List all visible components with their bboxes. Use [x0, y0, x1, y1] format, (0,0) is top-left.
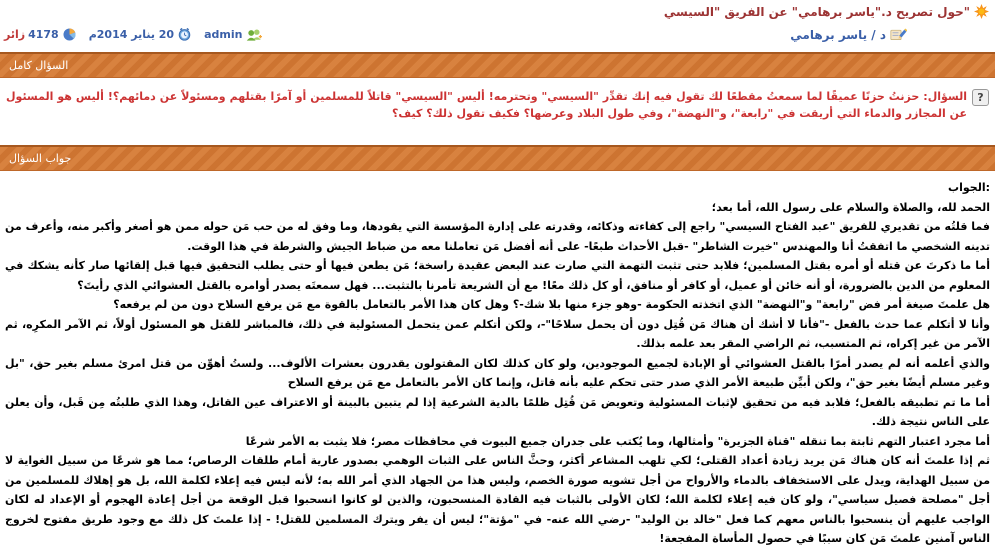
author-link[interactable]: [790, 26, 907, 43]
question-section-bar: السؤال كامل: [0, 52, 995, 78]
author-name: د / ياسر برهامي: [790, 27, 886, 42]
answer-paragraph: هل علمتَ صيغة أمر فض "رابعة" و"النهضة" الذي اتخذته الحكومة -وهو جزء منها بلا شك-؟ وهل كان هذا الأمر بالتعامل بالقوة مع مَن يرفع السلاح دون من لم يرفعه؟: [113, 298, 990, 311]
byline-row: [0, 19, 995, 47]
visitor-counter: [4, 27, 77, 42]
visitors-count: 4178: [28, 28, 59, 41]
clock-icon: [177, 27, 192, 42]
question-text: السؤال: حزنتُ حزنًا عميقًا لما سمعتُ مقطعًا لك تقول فيه إنك تقدِّر "السيسي" وتحترمه! أليس "السيسي" قاتلاً للمسلمين أو آمرًا بقتلهم ومسئولاً عن دمائهم؟! أليس هو المسئول عن المجازر والدماء التي أريقت في "رابعة"، و"النهضة"، وفي طول البلاد وعرضها؟ فكيف تقول ذلك؟ كيف؟: [6, 90, 967, 120]
visitors-label: زائر: [4, 28, 26, 41]
date-value: 20 يناير 2014م: [88, 28, 175, 41]
pencil-icon: [890, 26, 907, 43]
answer-paragraph: :الجواب: [948, 181, 990, 194]
answer-block: [0, 171, 995, 549]
answer-paragraph: الحمد لله، والصلاة والسلام على رسول الله، أما بعد؛: [711, 200, 990, 214]
answer-paragraph: أما ما تم تطبيقه بالفعل؛ فلابد فيه من تحقيق لإثبات المسئولية وتعويض مَن قُتِل ظلمًا بالدية الشرعية إذا لم يتبين بالبينة أو الاعتراف عين القاتل، وهذا الذي طلبتُه مِن قَبل، وأن يعلن على الناس نتيجة ذلك.: [5, 395, 990, 428]
publish-date: [89, 27, 192, 42]
users-icon: [245, 27, 263, 43]
answer-paragraph: والذي أعلمه أنه لم يصدر أمرًا بالقتل العشوائي أو الإبادة لجميع الموجودين، ولو كان كذلك لكان المقتولون يقدرون بعشرات الألوف... ولستُ أهوِّن من قتل امرئ مسلم بغير حق، "بل وغير مسلم أيضًا بغير حق"، ولكن أبيِّن طبيعة الأمر الذي صدر حتى تحكم عليه بأنه قاتل، وإنما كان الأمر بالتعامل مع مَن يرفع السلاح: [5, 356, 990, 389]
pie-chart-icon: [62, 27, 77, 42]
answer-paragraph: وأنا لا أتكلم عما حدث بالفعل -"فأنا لا أشك أن هناك مَن قُتِل دون أن يحمل سلاحًا"-، ولكن أتكلم عمن يتحمل المسئولية في ذلك، فالمباشر للقتل هو المسئول أولاً، ثم الآمر المكرِه، ثم الآمر من غير إكراه، ثم المتسبب، ثم الراضي المقر بعد علمه بذلك.: [5, 317, 990, 350]
answer-paragraph: ثم إذا علمتَ أنه كان هناك مَن يريد زيادة أعداد القتلى؛ لكي تلهب المشاعر أكثر، وحثَّ الناس على الثبات الوهمي بصدور عارية أمام طلقات الرصاص؛ مما هو شرعًا من سبيل الغواية لا من سبيل الهداية، ويدل على الاستخفاف بالدماء والأرواح من أجل تشويه صورة الخصم، وليس هذا من الجهاد الذي أمر الله به؛ لأنه ليس فيه إعلاء لكلمة الله، بل هو إهلاك للمسلمين من أجل "مصلحة فصيل سياسي"، ولو كان فيه إعلاء لكلمة الله؛ لكان الأولى بالثبات فيه القادة المنسحبون، والذين لو كانوا انسحبوا قبل الوقعة من أجل إعادة الهجوم أو الإعداد له لكان الواجب عليهم أن ينسحبوا بالناس معهم كما فعل "خالد بن الوليد" -رضي الله عنه- في "مؤتة"؛ ليس أن يفر ويترك المسلمين للقتل! - إذا علمتَ كل ذلك مع وجود طريق مفتوح لخروج الناس آمنين علمتَ مَن كان سببًا في حصول المأساة المفجعة!: [5, 454, 990, 545]
answer-paragraph: أما مجرد اعتبار التهم ثابتة بما تنقله "قناة الجزيرة" وأمثالها، وما يُكتب على جدران جميع البيوت في محافظات مصر؛ فلا يثبت به الأمر شرعًا: [245, 434, 990, 448]
admin-label: admin: [204, 28, 243, 41]
burst-icon: [974, 4, 989, 19]
article-title-row: [0, 0, 995, 19]
answer-section-bar: جواب السؤال: [0, 145, 995, 171]
question-mark-icon: ?: [972, 89, 989, 106]
article-title: "حول تصريح د."ياسر برهامي" عن الفريق "السيسي: [663, 4, 970, 19]
answer-paragraph: فما قلتُه من تقديري للفريق "عبد الفتاح السيسي" راجع إلى كفاءته وذكائه، وقدرته على إدارة المؤسسة التي يقودها، وما وفق له من حب مَن حوله ممن هو أصغر وأكبر منه، وأعرف من تدينه الشخصي ما اتفقتُ أنا والمهندس "خيرت الشاطر" -قبل الأحداث طبعًا- على أنه أفضل مَن تعاملنا معه من ضباط الجيش والشرطة في هذا الوقت.: [5, 220, 990, 253]
question-block: [0, 78, 995, 140]
answer-paragraph: أما ما ذكرتَ عن قتله أو أمره بقتل المسلمين؛ فلابد حتى تثبت التهمة التي صارت عند البعض عقيدة راسخة؛ مَن يطعن فيها أو حتى يطلب التحقيق فيها قبل إلقائها صار كأنه يشكك في المعلوم من الدين بالضرورة، أو أنه خائن أو عميل، أو كافر أو منافق، أو كل ذلك معًا! مع أن الشريعة تأمرنا بالتثبت... فهل سمعتَه يصدر أوامره بالقتل العشوائي الذي رأيتَ؟: [5, 259, 990, 292]
article-meta: [4, 27, 263, 43]
admin-user[interactable]: [204, 27, 263, 43]
